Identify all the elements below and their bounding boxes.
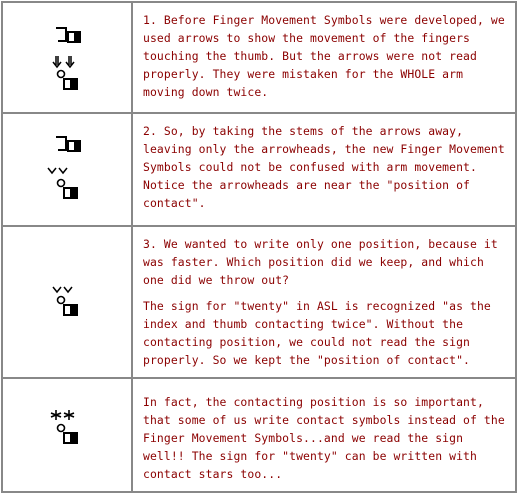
symbol-cell [2, 2, 132, 113]
text-cell [132, 226, 516, 378]
hand-contact-icon [56, 423, 82, 445]
arrowheads-icon [47, 166, 71, 176]
table-row [2, 2, 516, 113]
double-arrows-icon [52, 55, 78, 69]
hand-open-icon [53, 25, 83, 43]
hand-contact-icon [56, 69, 82, 91]
symbol-cell [2, 226, 132, 378]
text-cell [132, 378, 516, 492]
table-row [2, 226, 516, 378]
paragraph: 3. We wanted to write only one position, because it was faster. Which position did we keep, and which one did we throw out? [143, 237, 498, 287]
hand-open-icon [53, 134, 83, 152]
table-row [2, 378, 516, 492]
contact-stars-icon [50, 409, 76, 423]
paragraph: 1. Before Finger Movement Symbols were developed, we used arrows to show the movement of the fingers touching the thumb. But the arrows were not read properly. They were mistaken for the WHOLE arm moving down twice. [143, 13, 505, 99]
symbol-cell [2, 113, 132, 226]
hand-contact-icon [56, 295, 82, 317]
finger-movement-table [1, 1, 517, 493]
paragraph: 2. So, by taking the stems of the arrows away, leaving only the arrowheads, the new Finger Movement Symbols could not be confused with arm movement. Notice the arrowheads are near the "position of contact". [143, 124, 505, 210]
arrowheads-icon [52, 285, 76, 295]
hand-contact-icon [56, 178, 82, 200]
symbol-cell [2, 378, 132, 492]
text-cell [132, 2, 516, 113]
paragraph: In fact, the contacting position is so important, that some of us write contact symbols instead of the Finger Movement Symbols...and we read the sign well!! The sign for "twenty" can be written with contact stars too... [143, 395, 505, 481]
text-cell [132, 113, 516, 226]
table-row [2, 113, 516, 226]
paragraph: The sign for "twenty" in ASL is recognized "as the index and thumb contacting twice". Without the contacting position, we could not read the sign properly. So we kept the "position of contact". [143, 299, 491, 367]
